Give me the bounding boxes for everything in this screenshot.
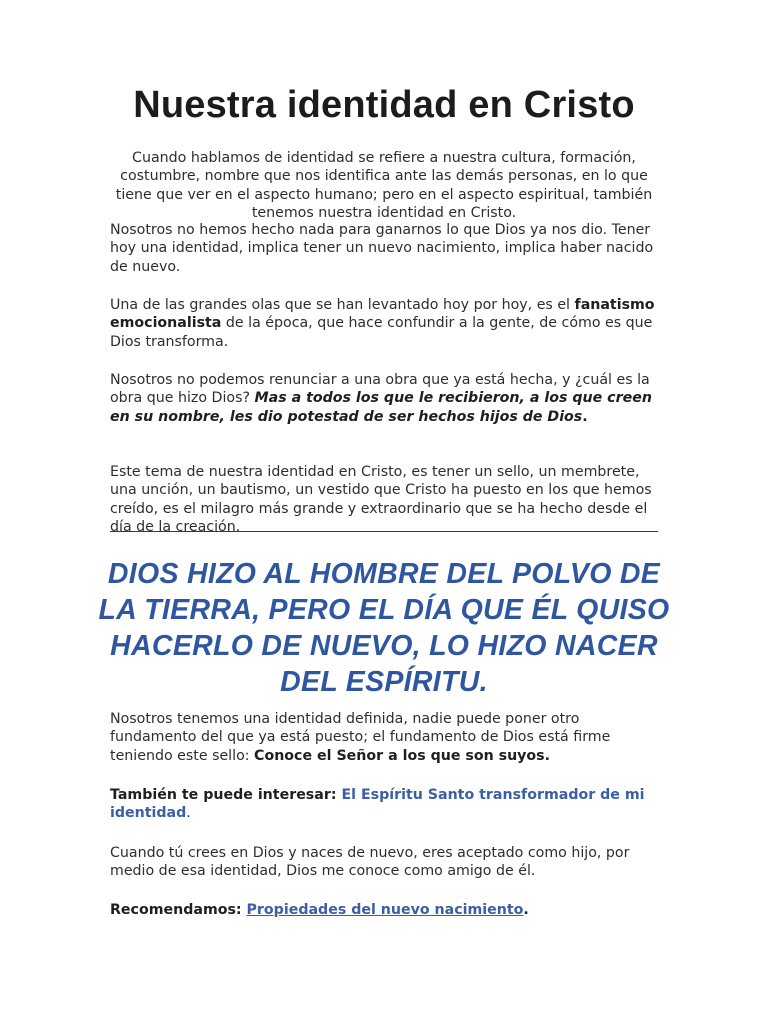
headline-quote: DIOS HIZO AL HOMBRE DEL POLVO DE LA TIERRA, PERO EL DÍA QUE ÉL QUISO HACERLO DE NUEVO, LO HIZO NACER DEL ESPÍRITU.	[98, 558, 670, 698]
page-title: Nuestra identidad en Cristo	[133, 84, 635, 126]
paragraph-3-quote: Mas a todos los que le recibieron, a los que creen en su nombre, les dio potestad de ser hechos hijos de Dios	[110, 390, 652, 425]
related-end: .	[186, 805, 191, 822]
paragraph-4: Este tema de nuestra identidad en Cristo, es tener un sello, un membrete, una unción, un bautismo, un vestido que Cristo ha puesto en los que hemos creído, es el milagro más grande y extraordinario que se ha hecho desde el día de la creación.	[110, 464, 652, 535]
divider-rule	[110, 531, 658, 532]
paragraph-2-text-end: de la época, que hace confundir a la gente, de cómo es que Dios transforma.	[110, 315, 653, 350]
paragraph-3	[110, 371, 662, 426]
recommendation-link[interactable]: Propiedades del nuevo nacimiento	[246, 902, 524, 918]
paragraph-2-bold: fanatismo emocionalista	[110, 297, 655, 332]
paragraph-2	[110, 296, 662, 351]
related-article	[110, 786, 662, 823]
intro-paragraph: Cuando hablamos de identidad se refiere a nuestra cultura, formación, costumbre, nombre que nos identifica ante las demás personas, en lo que tiene que ver en el aspecto humano; pero en el aspecto espiritual, también tenemos nuestra identidad en Cristo.	[115, 150, 653, 221]
paragraph-5-text: Nosotros tenemos una identidad definida, nadie puede poner otro fundamento del que ya está puesto; el fundamento de Dios está firme teniendo este sello:	[110, 711, 611, 764]
related-article-link[interactable]: El Espíritu Santo transformador de mi identidad	[110, 787, 645, 822]
paragraph-1: Nosotros no hemos hecho nada para ganarnos lo que Dios ya nos dio. Tener hoy una identidad, implica tener un nuevo nacimiento, implica haber nacido de nuevo.	[110, 222, 654, 275]
paragraph-2-text: Una de las grandes olas que se han levantado hoy por hoy, es el	[110, 297, 575, 313]
paragraph-5	[110, 710, 662, 765]
paragraph-5-bold: Conoce el Señor a los que son suyos.	[254, 747, 551, 764]
recommendation-end: .	[523, 902, 529, 918]
recommendation	[110, 901, 662, 919]
paragraph-3-text: Nosotros no podemos renunciar a una obra que ya está hecha, y ¿cuál es la obra que hizo Dios?	[110, 372, 650, 407]
paragraph-7: Cuando tú crees en Dios y naces de nuevo, eres aceptado como hijo, por medio de esa identidad, Dios me conoce como amigo de él.	[110, 845, 630, 880]
related-label: También te puede interesar:	[110, 787, 342, 803]
recommendation-label: Recomendamos:	[110, 902, 247, 918]
paragraph-3-end: .	[582, 408, 588, 425]
